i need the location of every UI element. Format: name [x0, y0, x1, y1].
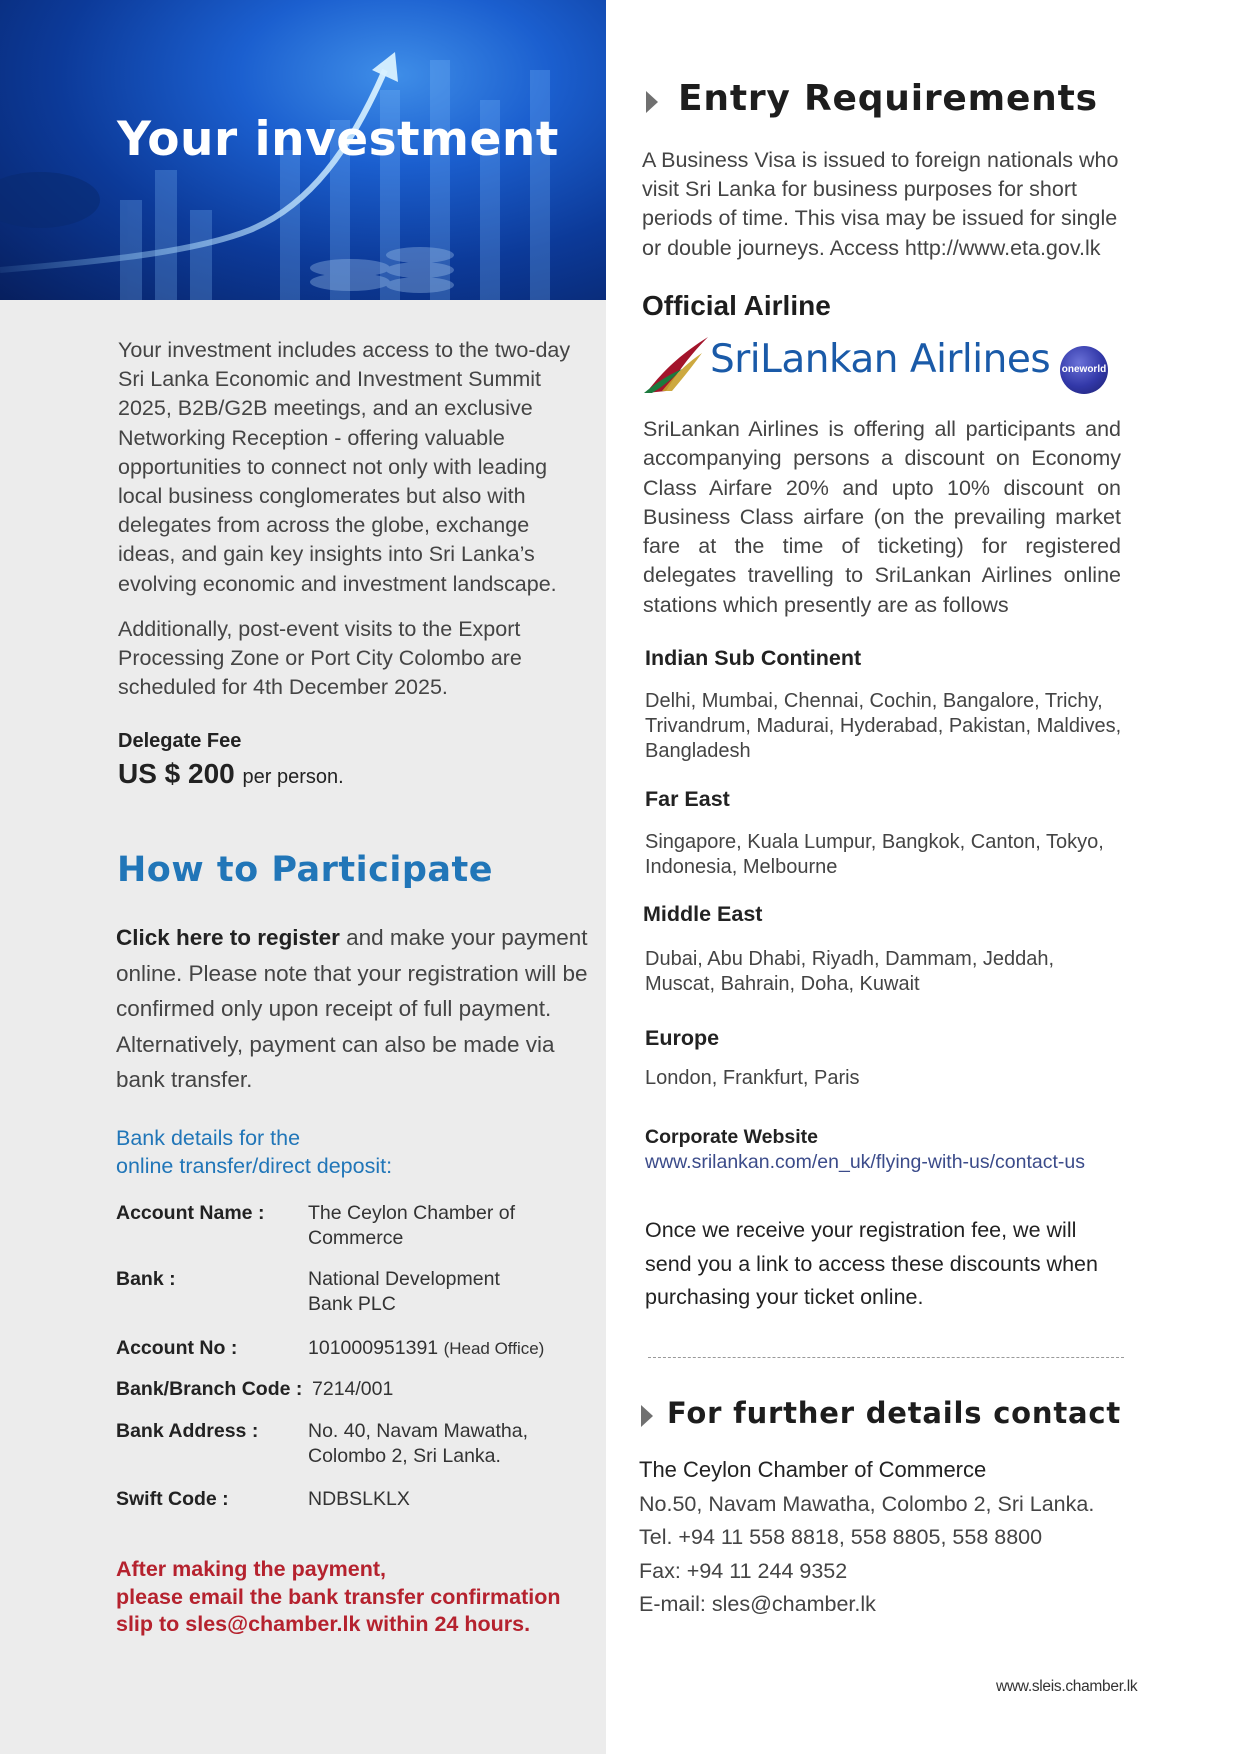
corporate-website-link[interactable]: www.srilankan.com/en_uk/flying-with-us/contact-us: [645, 1151, 1086, 1173]
fee-suffix: per person.: [242, 766, 344, 788]
warning-line2: please email the bank transfer confirmation: [116, 1584, 561, 1609]
bank-value: 7214/001: [312, 1378, 394, 1400]
contact-organization: The Ceylon Chamber of Commerce: [639, 1457, 987, 1482]
bank-heading-line1: Bank details for the: [116, 1126, 301, 1150]
dashed-divider: [648, 1357, 1124, 1358]
corporate-website-label: Corporate Website: [645, 1126, 819, 1148]
fee-value: US $ 200: [118, 758, 235, 789]
account-note: (Head Office): [443, 1339, 545, 1358]
bank-value: National Development Bank PLC: [308, 1268, 500, 1315]
participation-text: and make your payment online. Please note that your registration will be confirmed only upon receipt of full payment. Alternatively, payment can also be made via bank transfer.: [116, 925, 588, 1093]
how-to-participate-heading: How to Participate: [117, 850, 494, 890]
bank-key: Account No :: [116, 1337, 238, 1359]
bank-key: Bank/Branch Code :: [116, 1378, 303, 1400]
region-heading-indian-sub-continent: Indian Sub Continent: [645, 646, 862, 670]
oneworld-logo: oneworld: [1060, 346, 1108, 394]
discount-link-info: Once we receive your registration fee, we will send you a link to access these discounts when purchasing your ticket online.: [645, 1218, 1098, 1309]
bank-value: The Ceylon Chamber of Commerce: [308, 1202, 516, 1249]
bank-details-heading: [116, 1124, 392, 1180]
bank-key: Swift Code :: [116, 1488, 229, 1510]
bank-value: NDBSLKLX: [308, 1488, 410, 1510]
further-details-heading: For further details contact: [667, 1396, 1122, 1430]
contact-address: No.50, Navam Mawatha, Colombo 2, Sri Lanka.: [639, 1492, 1095, 1516]
region-list-indian-sub-continent: Delhi, Mumbai, Chennai, Cochin, Bangalore, Trichy, Trivandrum, Madurai, Hyderabad, Pakistan, Maldives, Bangladesh: [645, 690, 1122, 762]
official-airline-heading: Official Airline: [642, 290, 831, 321]
region-heading-middle-east: Middle East: [643, 902, 763, 926]
entry-requirements-heading: Entry Requirements: [678, 78, 1098, 119]
delegate-fee-label: Delegate Fee: [118, 730, 242, 752]
region-list-middle-east: Dubai, Abu Dhabi, Riyadh, Dammam, Jeddah, Muscat, Bahrain, Doha, Kuwait: [645, 948, 1055, 995]
delegate-fee-amount: [118, 758, 344, 790]
payment-warning: [116, 1556, 606, 1639]
contact-telephone: Tel. +94 11 558 8818, 558 8805, 558 8800: [639, 1525, 1043, 1549]
contact-fax: Fax: +94 11 244 9352: [639, 1559, 848, 1583]
bank-value: [308, 1336, 598, 1361]
region-list-europe: London, Frankfurt, Paris: [645, 1067, 860, 1089]
bank-value: No. 40, Navam Mawatha, Colombo 2, Sri Lanka.: [308, 1420, 529, 1467]
footer-website[interactable]: www.sleis.chamber.lk: [996, 1678, 1138, 1695]
contact-email[interactable]: E-mail: sles@chamber.lk: [639, 1592, 876, 1616]
airline-logo-text: SriLankan Airlines: [710, 337, 1051, 382]
triangle-bullet-icon: [646, 91, 658, 113]
bank-heading-line2: online transfer/direct deposit:: [116, 1154, 393, 1178]
post-event-visits-text: Additionally, post-event visits to the Export Processing Zone or Port City Colombo are scheduled for 4th December 2025.: [118, 617, 522, 700]
bank-key: Account Name :: [116, 1202, 265, 1224]
peacock-logo-icon: [642, 335, 712, 395]
participation-instructions: [116, 920, 594, 1098]
hero-banner: [0, 0, 606, 300]
register-link[interactable]: Click here to register: [116, 925, 340, 950]
account-number: 101000951391: [308, 1337, 439, 1359]
region-heading-far-east: Far East: [645, 787, 730, 811]
bank-key: Bank :: [116, 1268, 176, 1290]
bank-key: Bank Address :: [116, 1420, 259, 1442]
region-heading-europe: Europe: [645, 1026, 720, 1050]
region-list-far-east: Singapore, Kuala Lumpur, Bangkok, Canton, Tokyo, Indonesia, Melbourne: [645, 831, 1104, 878]
triangle-bullet-icon: [641, 1405, 653, 1427]
left-column: [0, 0, 606, 1754]
entry-requirements-text: A Business Visa is issued to foreign nationals who visit Sri Lanka for business purposes for short periods of time. This visa may be issued for single or double journeys. Access http://www.eta.gov.lk: [642, 148, 1119, 260]
investment-description: Your investment includes access to the two-day Sri Lanka Economic and Investment Summit 2025, B2B/G2B meetings, and an exclusive Networking Reception - offering valuable opportunities to connect not only with leading local business conglomerates but also with delegates from across the globe, exchange ideas, and gain key insights into Sri Lanka’s evolving economic and investment landscape.: [118, 338, 571, 596]
airline-discount-text: SriLankan Airlines is offering all participants and accompanying persons a discount on Economy Class Airfare 20% and upto 10% discount on Business Class airfare (on the prevailing market fare at the time of ticketing) for registered delegates travelling to SriLankan Airlines online stations which presently are as follows: [643, 417, 1121, 617]
warning-line3: slip to sles@chamber.lk within 24 hours.: [116, 1612, 531, 1636]
hero-title: Your investment: [117, 112, 559, 167]
warning-line1: After making the payment,: [116, 1557, 386, 1581]
